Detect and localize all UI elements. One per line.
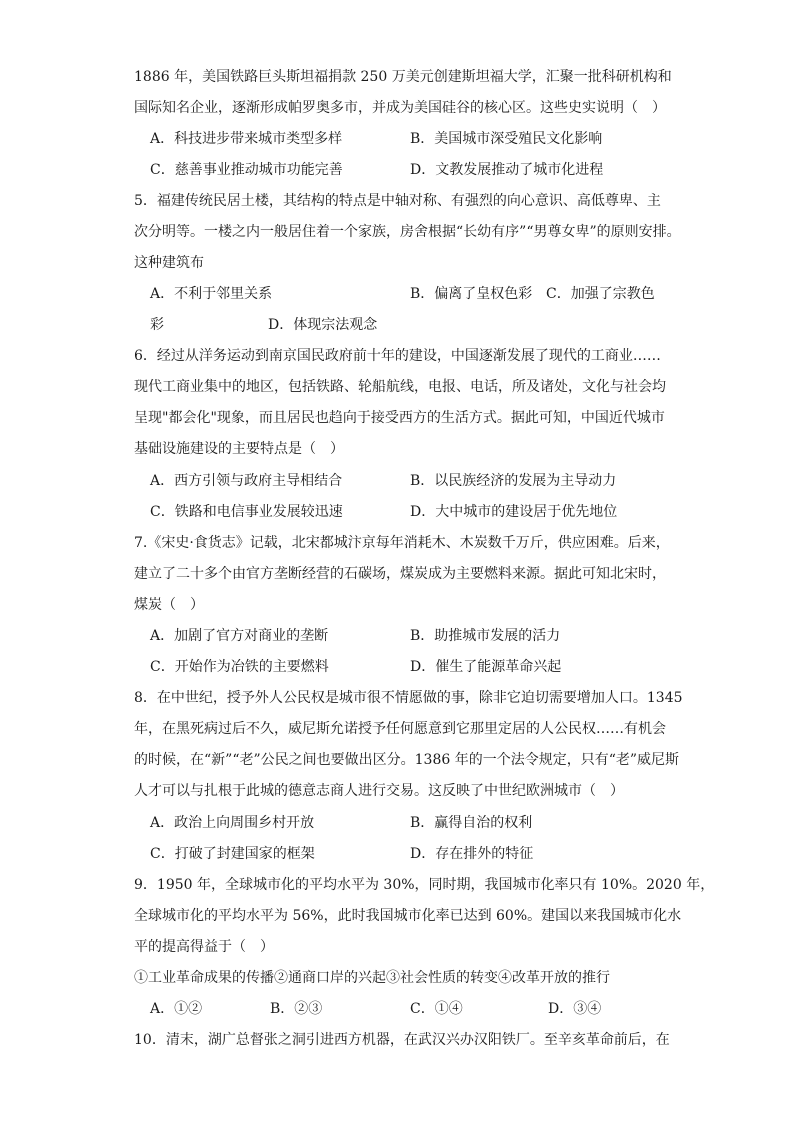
- q5-stem-line-1: 5．福建传统民居土楼，其结构的特点是中轴对称、有强烈的向心意识、高低尊卑、主: [134, 193, 661, 209]
- q4-stem-line-2: 国际知名企业，逐渐形成帕罗奥多市，并成为美国硅谷的核心区。这些史实说明（ ）: [134, 100, 666, 116]
- q9-option-b: B．②③: [270, 1001, 323, 1017]
- q8-option-d: D．存在排外的特征: [410, 846, 534, 862]
- q4-option-b: B．美国城市深受殖民文化影响: [410, 131, 603, 147]
- q8-stem-line-3: 的时候，在“新”“老”公民之间也要做出区分。1386 年的一个法令规定，只有“老”威尼斯: [134, 752, 680, 768]
- q8-option-a: A．政治上向周围乡村开放: [150, 815, 315, 831]
- q6-option-a: A．西方引领与政府主导相结合: [150, 473, 343, 489]
- q7-stem-line-3: 煤炭（ ）: [134, 597, 204, 613]
- q4-option-a: A．科技进步带来城市类型多样: [150, 131, 343, 147]
- q9-stem-line-3: 平的提高得益于（ ）: [134, 939, 274, 955]
- q7-stem-line-2: 建立了二十多个由官方垄断经营的石碳场，煤炭成为主要燃料来源。据此可知北宋时，: [134, 566, 666, 582]
- q5-option-d: D．体现宗法观念: [268, 317, 378, 333]
- q6-stem-line-1: 6．经过从洋务运动到南京国民政府前十年的建设，中国逐渐发展了现代的工商业……: [134, 348, 661, 364]
- q8-stem-line-2: 年，在黑死病过后不久，威尼斯允诺授予任何愿意到它那里定居的人公民权……有机会: [134, 721, 666, 737]
- q6-stem-line-4: 基础设施建设的主要特点是（ ）: [134, 441, 344, 457]
- q8-option-c: C．打破了封建国家的框架: [150, 846, 315, 862]
- q9-option-c: C．①④: [410, 1001, 463, 1017]
- q5-option-a: A．不利于邻里关系: [150, 286, 273, 302]
- q7-option-c: C．开始作为冶铁的主要燃料: [150, 659, 329, 675]
- q9-option-a: A．①②: [150, 1001, 203, 1017]
- q8-stem-line-1: 8．在中世纪，授予外人公民权是城市很不情愿做的事，除非它迫切需要增加人口。1345: [134, 690, 683, 706]
- q5-option-c-continued: 彩: [150, 317, 164, 333]
- q4-option-c: C．慈善事业推动城市功能完善: [150, 162, 343, 178]
- q7-option-b: B．助推城市发展的活力: [410, 628, 561, 644]
- q6-stem-line-2: 现代工商业集中的地区，包括铁路、轮船航线，电报、电话，所及诸处，文化与社会均: [134, 379, 666, 395]
- q5-stem-line-2: 次分明等。一楼之内一般居住着一个家族，房舍根据“长幼有序”“男尊女卑”的原则安排。: [134, 224, 681, 240]
- q10-stem-line-1: 10．清末，湖广总督张之洞引进西方机器，在武汉兴办汉阳铁厂。至辛亥革命前后，在: [134, 1032, 670, 1048]
- q6-option-b: B．以民族经济的发展为主导动力: [410, 473, 617, 489]
- q9-numbered-items: ①工业革命成果的传播②通商口岸的兴起③社会性质的转变④改革开放的推行: [134, 970, 610, 986]
- q6-stem-line-3: 呈现"都会化"现象，而且居民也趋向于接受西方的生活方式。据此可知，中国近代城市: [134, 410, 665, 426]
- q5-stem-line-3: 这种建筑布: [134, 255, 204, 271]
- q8-stem-line-4: 人才可以与扎根于此城的德意志商人进行交易。这反映了中世纪欧洲城市（ ）: [134, 783, 624, 799]
- q6-option-c: C．铁路和电信事业发展较迅速: [150, 504, 343, 520]
- q7-option-d: D．催生了能源革命兴起: [410, 659, 562, 675]
- q8-option-b: B．赢得自治的权利: [410, 815, 533, 831]
- q7-option-a: A．加剧了官方对商业的垄断: [150, 628, 329, 644]
- q9-option-d: D．③④: [548, 1001, 602, 1017]
- q5-option-b: B．偏离了皇权色彩: [410, 286, 533, 302]
- q6-option-d: D．大中城市的建设居于优先地位: [410, 504, 618, 520]
- q4-stem-line-1: 1886 年，美国铁路巨头斯坦福捐款 250 万美元创建斯坦福大学，汇聚一批科研机构和: [134, 69, 672, 85]
- q4-option-d: D．文教发展推动了城市化进程: [410, 162, 604, 178]
- q7-stem-line-1: 7.《宋史·食货志》记载，北宋都城汴京每年消耗木、木炭数千万斤，供应困难。后来，: [134, 535, 670, 551]
- q9-stem-line-1: 9．1950 年，全球城市化的平均水平为 30%，同时期，我国城市化率只有 10%。2020 年，: [134, 877, 715, 893]
- q9-stem-line-2: 全球城市化的平均水平为 56%，此时我国城市化率已达到 60%。建国以来我国城市化水: [134, 908, 682, 924]
- q5-option-c: C．加强了宗教色: [546, 286, 655, 302]
